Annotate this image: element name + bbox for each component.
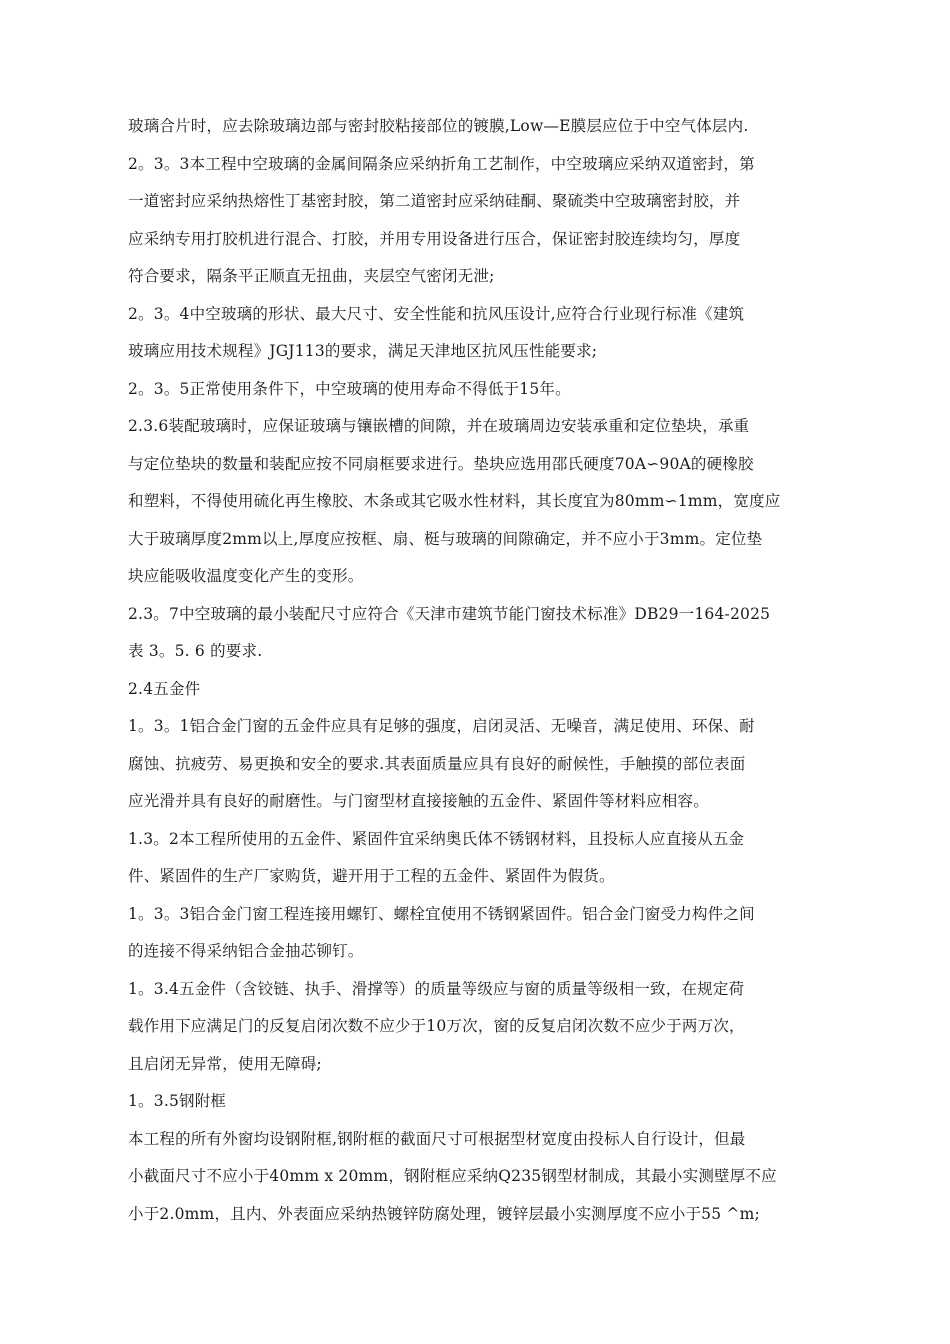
text-line: 2.3。7中空玻璃的最小装配尺寸应符合《天津市建筑节能门窗技术标准》DB29一164-2025 <box>128 604 771 623</box>
text-line: 和塑料，不得使用硫化再生橡胶、木条或其它吸水性材料，其长度宜为80mm∽1mm，宽度应 <box>128 492 781 510</box>
text-line: 块应能吸收温度变化产生的变形。 <box>128 567 364 585</box>
text-line: 1.3。2本工程所使用的五金件、紧固件宜采纳奥氏体不锈钢材料，且投标人应直接从五金 <box>128 829 745 848</box>
document-body <box>128 108 844 1233</box>
text-line: 应采纳专用打胶机进行混合、打胶，并用专用设备进行压合，保证密封胶连续均匀，厚度 <box>128 229 741 248</box>
text-line: 应光滑并具有良好的耐磨性。与门窗型材直接接触的五金件、紧固件等材料应相容。 <box>128 792 709 810</box>
text-line: 表 3。5. 6 的要求. <box>128 642 263 660</box>
section-heading: 1。3.5钢附框 <box>128 1092 227 1110</box>
text-line: 大于玻璃厚度2mm以上,厚度应按框、扇、梃与玻璃的间隙确定，并不应小于3mm。定位垫 <box>128 529 763 548</box>
text-line: 腐蚀、抗疲劳、易更换和安全的要求.其表面质量应具有良好的耐候性，手触摸的部位表面 <box>128 754 746 773</box>
text-line: 载作用下应满足门的反复启闭次数不应少于10万次，窗的反复启闭次数不应少于两万次， <box>128 1017 745 1035</box>
text-line: 2。3。5正常使用条件下，中空玻璃的使用寿命不得低于15年。 <box>128 379 571 398</box>
text-line: 2。3。4中空玻璃的形状、最大尺寸、安全性能和抗风压设计,应符合行业现行标准《建筑 <box>128 304 745 323</box>
text-line: 2.3.6装配玻璃时，应保证玻璃与镶嵌槽的间隙，并在玻璃周边安装承重和定位垫块，承重 <box>128 417 750 435</box>
section-heading: 2.4五金件 <box>128 679 201 698</box>
text-line: 玻璃合片时，应去除玻璃边部与密封胶粘接部位的镀膜,Low—E膜层应位于中空气体层内. <box>128 117 749 135</box>
text-line: 玻璃应用技术规程》JGJ113的要求，满足天津地区抗风压性能要求; <box>128 342 598 360</box>
text-line: 1。3。3铝合金门窗工程连接用螺钉、螺栓宜使用不锈钢紧固件。铝合金门窗受力构件之间 <box>128 904 755 923</box>
text-line: 小于2.0mm，且内、外表面应采纳热镀锌防腐处理，镀锌层最小实测厚度不应小于55 ^m; <box>128 1204 760 1223</box>
text-line: 件、紧固件的生产厂家购货，避开用于工程的五金件、紧固件为假货。 <box>128 867 615 885</box>
text-line: 且启闭无异常，使用无障碍; <box>128 1054 322 1073</box>
text-line: 一道密封应采纳热熔性丁基密封胶，第二道密封应采纳硅酮、聚硫类中空玻璃密封胶，并 <box>128 192 741 210</box>
text-line: 符合要求，隔条平正顺直无扭曲，夹层空气密闭无泄; <box>128 267 495 285</box>
text-line: 2。3。3本工程中空玻璃的金属间隔条应采纳折角工艺制作，中空玻璃应采纳双道密封，第 <box>128 154 755 173</box>
text-line: 的连接不得采纳铝合金抽芯铆钉。 <box>128 942 364 960</box>
text-line: 本工程的所有外窗均设钢附框,钢附框的截面尺寸可根据型材宽度由投标人自行设计，但最 <box>128 1129 746 1148</box>
text-line: 1。3。1铝合金门窗的五金件应具有足够的强度，启闭灵活、无噪音，满足使用、环保、耐 <box>128 717 755 735</box>
text-line: 与定位垫块的数量和装配应按不同扇框要求进行。垫块应选用邵氏硬度70A∽90A的硬橡胶 <box>128 454 754 473</box>
text-line: 1。3.4五金件（含铰链、执手、滑撑等）的质量等级应与窗的质量等级相一致，在规定荷 <box>128 979 745 998</box>
text-line: 小截面尺寸不应小于40mm x 20mm，钢附框应采纳Q235钢型材制成，其最小实测壁厚不应 <box>128 1167 777 1185</box>
